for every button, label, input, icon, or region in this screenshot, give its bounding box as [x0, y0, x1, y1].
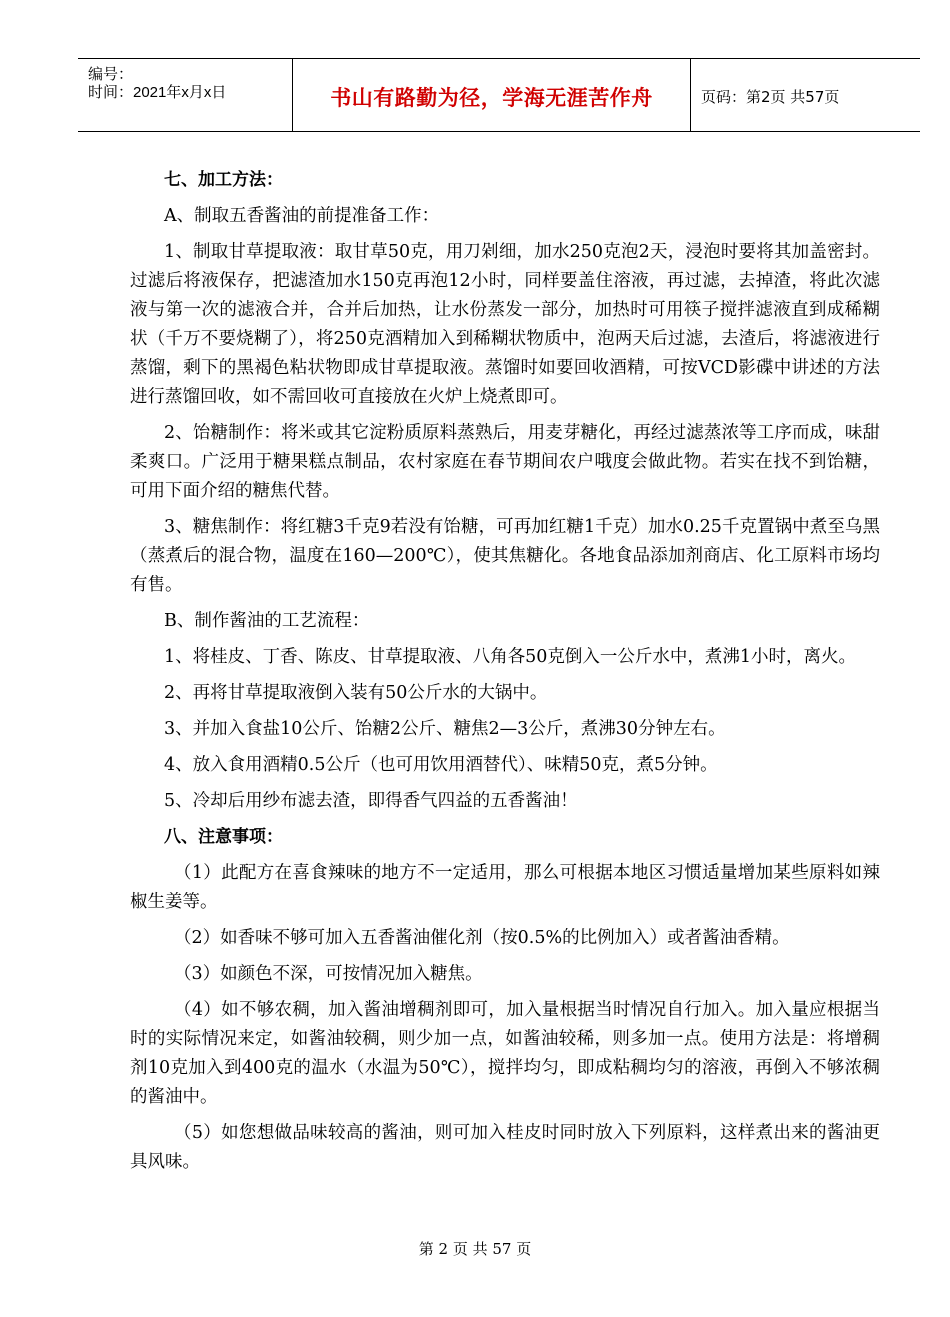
section-heading-8: 八、注意事项： — [164, 827, 283, 847]
header-motto-cell — [293, 59, 691, 131]
note-item: （1）此配方在喜食辣味的地方不一定适用，那么可根据本地区习惯适量增加某些原料如辣椒生姜等。 — [130, 863, 880, 912]
header-meta-cell — [78, 59, 293, 131]
subsection-a-title: A、制取五香酱油的前提准备工作： — [164, 206, 440, 226]
process-step: 2、再将甘草提取液倒入装有50公斤水的大锅中。 — [164, 683, 548, 703]
document-number-label: 编号： — [88, 66, 134, 83]
note-item: （2）如香味不够可加入五香酱油催化剂（按0.5%的比例加入）或者酱油香精。 — [174, 928, 790, 948]
section-heading-7: 七、加工方法： — [164, 170, 283, 190]
note-item: （3）如颜色不深，可按情况加入糖焦。 — [174, 964, 483, 984]
note-item: （4）如不够农稠，加入酱油增稠剂即可，加入量根据当时情况自行加入。加入量应根据当时的实际情况来定，如酱油较稠，则少加一点，如酱油较稀，则多加一点。使用方法是：将增稠剂10克加入到400克的温水（水温为50℃），搅拌均匀，即成粘稠均匀的溶液，再倒入不够浓稠的酱油中。 — [130, 1000, 880, 1107]
process-step: 5、冷却后用纱布滤去渣，即得香气四益的五香酱油！ — [164, 791, 578, 811]
subsection-b-title: B、制作酱油的工艺流程： — [164, 611, 370, 631]
process-step: 3、并加入食盐10公斤、饴糖2公斤、糖焦2—3公斤，煮沸30分钟左右。 — [164, 719, 726, 739]
header-motto: 书山有路勤为径，学海无涯苦作舟 — [330, 86, 653, 110]
paragraph: 1、制取甘草提取液：取甘草50克，用刀剁细，加水250克泡2天，浸泡时要将其加盖密封。过滤后将液保存，把滤渣加水150克再泡12小时，同样要盖住溶液，再过滤，去掉渣，将此次滤液与第一次的滤液合并，合并后加热，让水份蒸发一部分，加热时可用筷子搅拌滤液直到成稀糊状（千万不要烧糊了），将250克酒精加入到稀糊状物质中，泡两天后过滤，去渣后，将滤液进行蒸馏，剩下的黑褐色粘状物即成甘草提取液。蒸馏时如要回收酒精，可按VCD影碟中讲述的方法进行蒸馏回收，如不需回收可直接放在火炉上烧煮即可。 — [130, 242, 880, 407]
process-step: 4、放入食用酒精0.5公斤（也可用饮用酒替代）、味精50克，煮5分钟。 — [164, 755, 718, 775]
paragraph: 3、糖焦制作：将红糖3千克9若没有饴糖，可再加红糖1千克）加水0.25千克置锅中煮至乌黑（蒸煮后的混合物，温度在160—200℃），使其焦糖化。各地食品添加剂商店、化工原料市场均有售。 — [130, 517, 880, 595]
document-time-label: 时间：2021年x月x日 — [88, 84, 227, 101]
page-header — [78, 58, 920, 132]
paragraph: 2、饴糖制作：将米或其它淀粉质原料蒸熟后，用麦芽糖化，再经过滤蒸浓等工序而成，味甜柔爽口。广泛用于糖果糕点制品，农村家庭在春节期间农户哦度会做此物。若实在找不到饴糖，可用下面介绍的糖焦代替。 — [130, 423, 880, 501]
page-footer: 第 2 页 共 57 页 — [418, 1240, 532, 1258]
note-item: （5）如您想做品味较高的酱油，则可加入桂皮时同时放入下列原料，这样煮出来的酱油更具风味。 — [130, 1123, 880, 1172]
header-page-cell — [691, 59, 920, 131]
header-page-number: 页码：第2页 共57页 — [701, 88, 840, 106]
document-body — [130, 166, 880, 1184]
process-step: 1、将桂皮、丁香、陈皮、甘草提取液、八角各50克倒入一公斤水中，煮沸1小时，离火。 — [164, 647, 857, 667]
